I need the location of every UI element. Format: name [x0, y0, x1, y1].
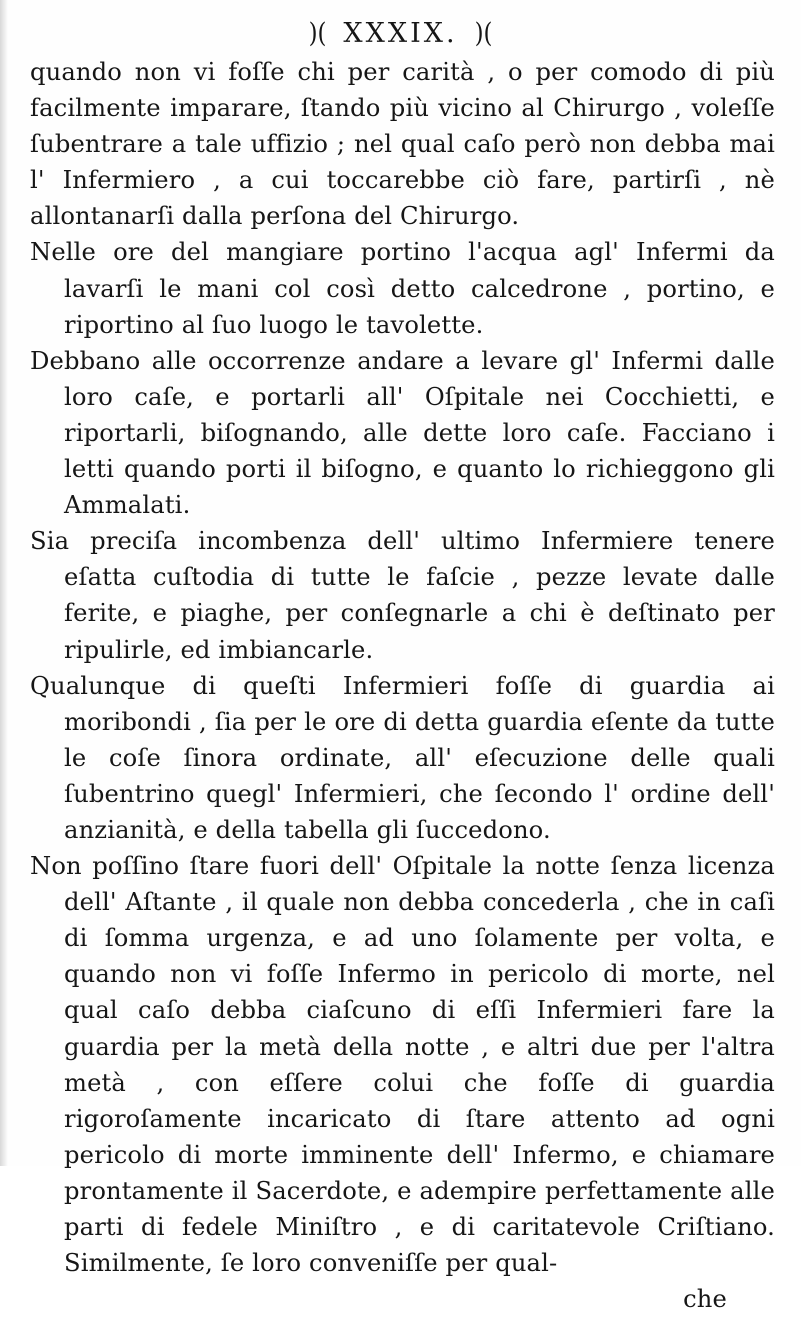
header-ornament-right: )(: [474, 18, 493, 49]
paragraph-continued: quando non vi foſſe chi per carità , o per comodo di più facilmente imparare, ſtando più vicino al Chirurgo , voleſſe ſubentrare a tale uffizio ; nel qual caſo però non debba mai l' Infermiero , a cui toccarebbe ciò fare, partirſi , nè allontanarſi dalla perſona del Chirurgo.: [30, 58, 775, 231]
header-ornament-left: )(: [308, 18, 327, 49]
page-number: XXXIX.: [343, 18, 458, 49]
running-head: [0, 14, 801, 54]
body-text: [30, 54, 775, 1317]
paragraph-bandages-custody: Sia preciſa incombenza dell' ultimo Infermiere tenere eſatta cuſtodia di tutte le faſcie , pezze levate dalle ferite, e piaghe, per conſegnarle a chi è deſtinato per ripulirle, ed imbiancarle.: [30, 527, 775, 664]
paragraph-night-leave: Non poſſino ſtare fuori dell' Oſpitale la notte ſenza licenza dell' Aſtante , il quale non debba concederla , che in caſi di ſomma urgenza, e ad uno ſolamente per volta, e quando non vi foſſe Infermo in pericolo di morte, nel qual caſo debba ciaſcuno di eſſi Infermieri fare la guardia per la metà della notte , e altri due per l'altra metà , con eſſere colui che foſſe di guardia rigoroſamente incaricato di ſtare attento ad ogni pericolo di morte imminente dell' Infermo, e chiamare prontamente il Sacerdote, e adempire perfettamente alle parti di fedele Miniſtro , e di caritatevole Criſtiano. Similmente, ſe loro conveniſſe per qual-: [30, 852, 775, 1278]
catchword: che: [683, 1285, 727, 1314]
paragraph-meal-water: Nelle ore del mangiare portino l'acqua agl' Infermi da lavarſi le mani col così detto calcedrone , portino, e riportino al ſuo luogo le tavolette.: [30, 238, 775, 339]
paragraph-transport-patients: Debbano alle occorrenze andare a levare gl' Infermi dalle loro caſe, e portarli all' Oſpitale nei Cocchietti, e riportarli, biſognando, alle dette loro caſe. Facciano i letti quando porti il biſogno, e quanto lo richieggono gli Ammalati.: [30, 346, 775, 520]
page-gutter-shadow: [0, 0, 8, 1166]
paragraph-dying-watch: Qualunque di queſti Infermieri foſſe di guardia ai moribondi , ſia per le ore di detta guardia eſente da tutte le coſe ſinora ordinate, all' eſecuzione delle quali ſubentrino quegl' Infermieri, che ſecondo l' ordine dell' anzianità, e della tabella gli ſuccedono.: [30, 671, 775, 844]
